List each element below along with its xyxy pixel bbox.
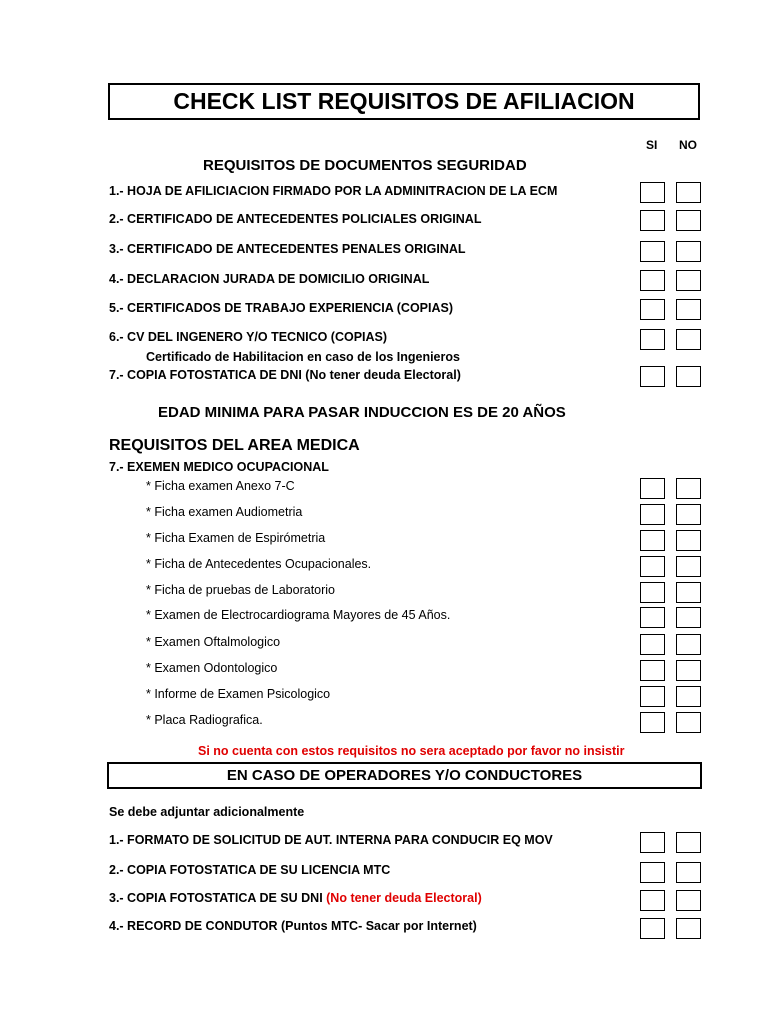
medical-7-si-checkbox[interactable] bbox=[640, 634, 665, 655]
security-7-no-checkbox[interactable] bbox=[676, 366, 701, 387]
operators-1-no-checkbox[interactable] bbox=[676, 832, 701, 853]
medical-2-si-checkbox[interactable] bbox=[640, 504, 665, 525]
medical-3-no-checkbox[interactable] bbox=[676, 530, 701, 551]
security-item-5: 5.- CERTIFICADOS DE TRABAJO EXPERIENCIA (COPIAS) bbox=[109, 301, 454, 315]
security-2-no-checkbox[interactable] bbox=[676, 210, 701, 231]
medical-item-8: * Examen Odontologico bbox=[146, 661, 278, 675]
medical-item-2: * Ficha examen Audiometria bbox=[146, 505, 303, 519]
age-notice: EDAD MINIMA PARA PASAR INDUCCION ES DE 20 AÑOS bbox=[158, 404, 566, 421]
column-header-si: SI bbox=[646, 138, 658, 152]
security-item-7: 7.- COPIA FOTOSTATICA DE DNI (No tener deuda Electoral) bbox=[109, 368, 461, 382]
security-heading: REQUISITOS DE DOCUMENTOS SEGURIDAD bbox=[203, 157, 527, 174]
security-7-si-checkbox[interactable] bbox=[640, 366, 665, 387]
medical-5-no-checkbox[interactable] bbox=[676, 582, 701, 603]
medical-1-si-checkbox[interactable] bbox=[640, 478, 665, 499]
operators-3-si-checkbox[interactable] bbox=[640, 890, 665, 911]
security-2-si-checkbox[interactable] bbox=[640, 210, 665, 231]
operators-4-si-checkbox[interactable] bbox=[640, 918, 665, 939]
operators-item-3-red-note: (No tener deuda Electoral) bbox=[326, 891, 482, 905]
medical-9-no-checkbox[interactable] bbox=[676, 686, 701, 707]
security-5-si-checkbox[interactable] bbox=[640, 299, 665, 320]
security-4-si-checkbox[interactable] bbox=[640, 270, 665, 291]
operators-item-3 bbox=[109, 891, 482, 905]
medical-10-si-checkbox[interactable] bbox=[640, 712, 665, 733]
security-5-no-checkbox[interactable] bbox=[676, 299, 701, 320]
security-4-no-checkbox[interactable] bbox=[676, 270, 701, 291]
medical-item-4: * Ficha de Antecedentes Ocupacionales. bbox=[146, 557, 372, 571]
medical-subheading: 7.- EXEMEN MEDICO OCUPACIONAL bbox=[109, 460, 329, 474]
medical-2-no-checkbox[interactable] bbox=[676, 504, 701, 525]
operators-item-1: 1.- FORMATO DE SOLICITUD DE AUT. INTERNA PARA CONDUCIR EQ MOV bbox=[109, 833, 553, 847]
medical-heading: REQUISITOS DEL AREA MEDICA bbox=[109, 437, 360, 454]
operators-item-2: 2.- COPIA FOTOSTATICA DE SU LICENCIA MTC bbox=[109, 863, 391, 877]
medical-item-7: * Examen Oftalmologico bbox=[146, 635, 281, 649]
security-item-6-note: Certificado de Habilitacion en caso de los Ingenieros bbox=[146, 350, 460, 364]
medical-6-no-checkbox[interactable] bbox=[676, 607, 701, 628]
operators-item-4: 4.- RECORD DE CONDUTOR (Puntos MTC- Sacar por Internet) bbox=[109, 919, 477, 933]
medical-5-si-checkbox[interactable] bbox=[640, 582, 665, 603]
medical-item-5: * Ficha de pruebas de Laboratorio bbox=[146, 583, 336, 597]
operators-4-no-checkbox[interactable] bbox=[676, 918, 701, 939]
medical-8-si-checkbox[interactable] bbox=[640, 660, 665, 681]
medical-item-10: * Placa Radiografica. bbox=[146, 713, 263, 727]
medical-7-no-checkbox[interactable] bbox=[676, 634, 701, 655]
operators-3-no-checkbox[interactable] bbox=[676, 890, 701, 911]
column-header-no: NO bbox=[679, 138, 697, 152]
medical-6-si-checkbox[interactable] bbox=[640, 607, 665, 628]
security-item-3: 3.- CERTIFICADO DE ANTECEDENTES PENALES ORIGINAL bbox=[109, 242, 466, 256]
medical-warning: Si no cuenta con estos requisitos no sera aceptado por favor no insistir bbox=[198, 744, 625, 758]
medical-1-no-checkbox[interactable] bbox=[676, 478, 701, 499]
operators-1-si-checkbox[interactable] bbox=[640, 832, 665, 853]
medical-9-si-checkbox[interactable] bbox=[640, 686, 665, 707]
operators-heading: EN CASO DE OPERADORES Y/O CONDUCTORES bbox=[107, 762, 702, 789]
medical-4-si-checkbox[interactable] bbox=[640, 556, 665, 577]
medical-item-6: * Examen de Electrocardiograma Mayores de 45 Años. bbox=[146, 608, 451, 622]
security-item-4: 4.- DECLARACION JURADA DE DOMICILIO ORIGINAL bbox=[109, 272, 430, 286]
security-1-no-checkbox[interactable] bbox=[676, 182, 701, 203]
medical-8-no-checkbox[interactable] bbox=[676, 660, 701, 681]
security-6-si-checkbox[interactable] bbox=[640, 329, 665, 350]
operators-2-si-checkbox[interactable] bbox=[640, 862, 665, 883]
operators-2-no-checkbox[interactable] bbox=[676, 862, 701, 883]
medical-10-no-checkbox[interactable] bbox=[676, 712, 701, 733]
medical-item-1: * Ficha examen Anexo 7-C bbox=[146, 479, 295, 493]
security-3-no-checkbox[interactable] bbox=[676, 241, 701, 262]
security-item-1: 1.- HOJA DE AFILICIACION FIRMADO POR LA ADMINITRACION DE LA ECM bbox=[109, 184, 558, 198]
medical-item-3: * Ficha Examen de Espirómetria bbox=[146, 531, 326, 545]
medical-3-si-checkbox[interactable] bbox=[640, 530, 665, 551]
security-item-6: 6.- CV DEL INGENERO Y/O TECNICO (COPIAS) bbox=[109, 330, 388, 344]
operators-item-3-label: 3.- COPIA FOTOSTATICA DE SU DNI bbox=[109, 891, 327, 905]
security-1-si-checkbox[interactable] bbox=[640, 182, 665, 203]
medical-item-9: * Informe de Examen Psicologico bbox=[146, 687, 331, 701]
security-3-si-checkbox[interactable] bbox=[640, 241, 665, 262]
medical-4-no-checkbox[interactable] bbox=[676, 556, 701, 577]
security-item-2: 2.- CERTIFICADO DE ANTECEDENTES POLICIALES ORIGINAL bbox=[109, 212, 482, 226]
operators-intro: Se debe adjuntar adicionalmente bbox=[109, 805, 305, 819]
page-title: CHECK LIST REQUISITOS DE AFILIACION bbox=[108, 83, 700, 120]
security-6-no-checkbox[interactable] bbox=[676, 329, 701, 350]
